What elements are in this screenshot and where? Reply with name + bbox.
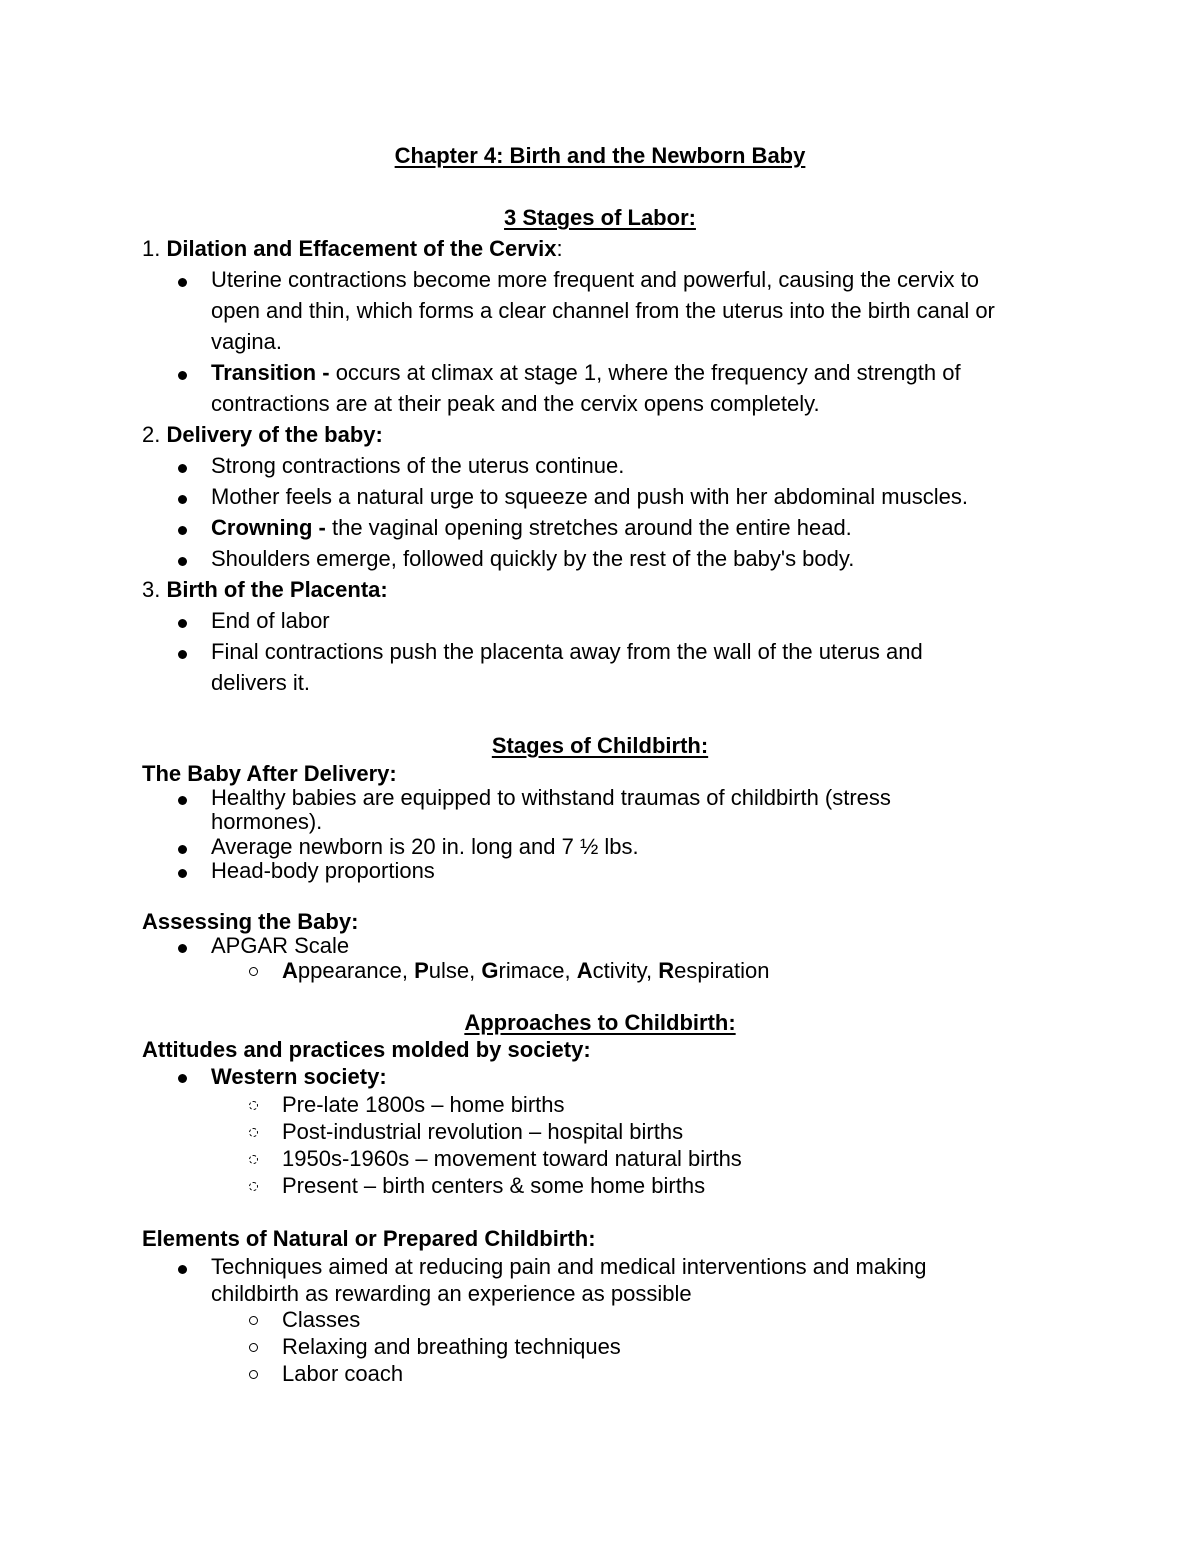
bullet-icon bbox=[178, 845, 187, 854]
sub-bullet-icon bbox=[249, 1370, 258, 1379]
sub-list-item: Relaxing and breathing techniques bbox=[282, 1334, 621, 1359]
list-item: Uterine contractions become more frequent and powerful, causing the cervix to bbox=[211, 267, 979, 292]
assessing-heading: Assessing the Baby: bbox=[142, 909, 359, 934]
sub-list-item: Present – birth centers & some home births bbox=[282, 1173, 706, 1198]
bullet-icon bbox=[178, 371, 187, 380]
list-item-transition: Transition - occurs at climax at stage 1, where the frequency and strength of bbox=[211, 360, 961, 385]
bullet-icon bbox=[178, 278, 187, 287]
list-item-continued: vagina. bbox=[211, 329, 282, 354]
bullet-icon bbox=[178, 557, 187, 566]
after-delivery-heading: The Baby After Delivery: bbox=[142, 761, 397, 786]
list-item-continued: delivers it. bbox=[211, 670, 311, 695]
childbirth-heading: Stages of Childbirth: bbox=[491, 733, 709, 758]
bullet-icon bbox=[178, 526, 187, 535]
sub-bullet-icon bbox=[249, 1155, 258, 1164]
bullet-icon bbox=[178, 650, 187, 659]
stage-2-heading: 2. Delivery of the baby: bbox=[142, 422, 383, 447]
list-item: Strong contractions of the uterus continue. bbox=[211, 453, 625, 478]
list-item: Final contractions push the placenta away from the wall of the uterus and bbox=[211, 639, 923, 664]
labor-heading: 3 Stages of Labor: bbox=[504, 205, 696, 230]
list-item-continued: childbirth as rewarding an experience as possible bbox=[211, 1281, 692, 1306]
sub-list-item: Labor coach bbox=[282, 1361, 404, 1386]
sub-bullet-icon bbox=[249, 1343, 258, 1352]
list-item: APGAR Scale bbox=[211, 933, 350, 958]
bullet-icon bbox=[178, 619, 187, 628]
sub-bullet-icon bbox=[249, 1316, 258, 1325]
list-item-continued: contractions are at their peak and the cervix opens completely. bbox=[211, 391, 820, 416]
sub-list-item: Post-industrial revolution – hospital births bbox=[282, 1119, 684, 1144]
bullet-icon bbox=[178, 944, 187, 953]
list-item: Head-body proportions bbox=[211, 858, 435, 883]
bullet-icon bbox=[178, 796, 187, 805]
sub-list-item: 1950s-1960s – movement toward natural births bbox=[282, 1146, 742, 1171]
bullet-icon bbox=[178, 1074, 187, 1083]
sub-bullet-icon bbox=[249, 967, 258, 976]
list-item-continued: open and thin, which forms a clear channel from the uterus into the birth canal or bbox=[211, 298, 995, 323]
bullet-icon bbox=[178, 464, 187, 473]
list-item: Average newborn is 20 in. long and 7 ½ lbs. bbox=[211, 834, 639, 859]
approaches-heading: Approaches to Childbirth: bbox=[464, 1010, 736, 1035]
sub-bullet-icon bbox=[249, 1101, 258, 1110]
list-item-continued: hormones). bbox=[211, 809, 323, 834]
stage-1-heading: 1. Dilation and Effacement of the Cervix: bbox=[142, 236, 563, 261]
stage-3-heading: 3. Birth of the Placenta: bbox=[142, 577, 388, 602]
page-title: Chapter 4: Birth and the Newborn Baby bbox=[394, 143, 806, 168]
list-item-crowning: Crowning - the vaginal opening stretches around the entire head. bbox=[211, 515, 852, 540]
list-item: Mother feels a natural urge to squeeze and push with her abdominal muscles. bbox=[211, 484, 968, 509]
attitudes-heading: Attitudes and practices molded by society: bbox=[142, 1037, 591, 1062]
list-item: Healthy babies are equipped to withstand traumas of childbirth (stress bbox=[211, 785, 891, 810]
sub-bullet-icon bbox=[249, 1182, 258, 1191]
list-item: Shoulders emerge, followed quickly by the rest of the baby's body. bbox=[211, 546, 855, 571]
sub-bullet-icon bbox=[249, 1128, 258, 1137]
sub-list-item: Pre-late 1800s – home births bbox=[282, 1092, 565, 1117]
apgar-components: Appearance, Pulse, Grimace, Activity, Respiration bbox=[282, 958, 770, 983]
western-society-item: Western society: bbox=[211, 1064, 387, 1089]
bullet-icon bbox=[178, 1265, 187, 1274]
list-item: Techniques aimed at reducing pain and medical interventions and making bbox=[211, 1254, 927, 1279]
elements-heading: Elements of Natural or Prepared Childbirth: bbox=[142, 1226, 596, 1251]
list-item: End of labor bbox=[211, 608, 330, 633]
bullet-icon bbox=[178, 495, 187, 504]
bullet-icon bbox=[178, 869, 187, 878]
sub-list-item: Classes bbox=[282, 1307, 361, 1332]
